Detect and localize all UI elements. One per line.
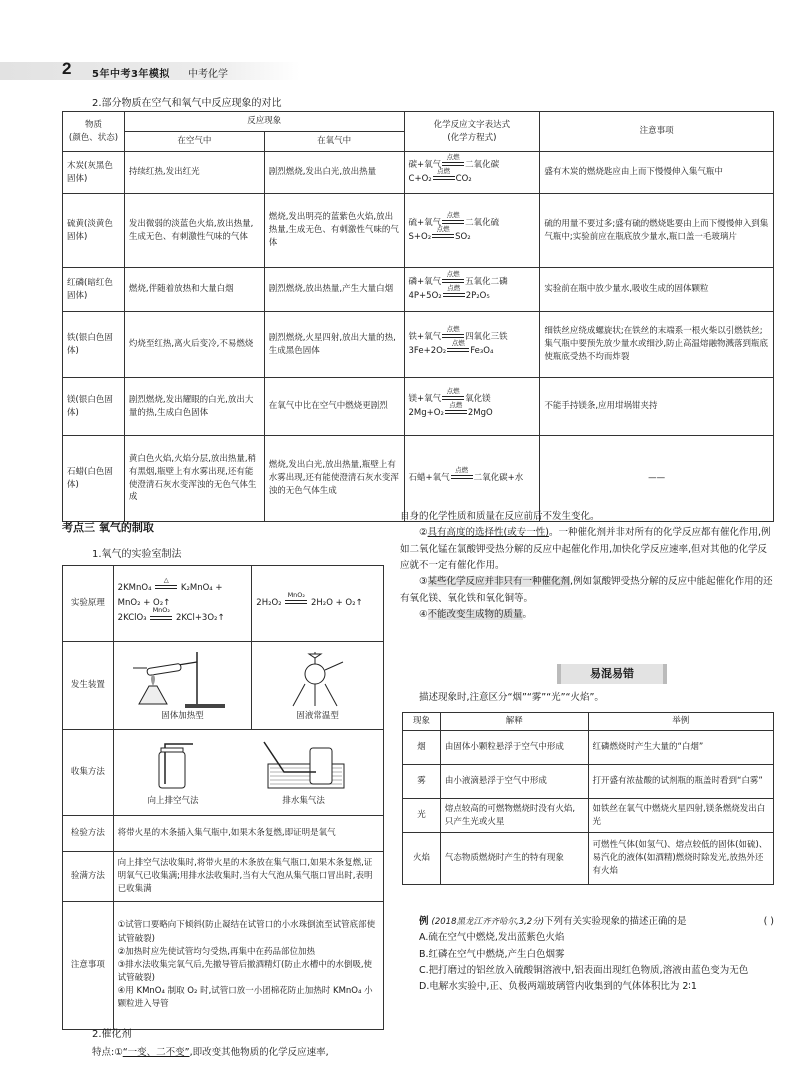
reaction-condition (155, 575, 177, 596)
option-d: D.电解水实验中,正、负极两端玻璃管内收集到的气体体积比为 2∶1 (419, 981, 697, 993)
p4-end: 。 (522, 608, 533, 620)
reaction-condition: 点燃 (442, 217, 464, 231)
notes-cell (113, 902, 383, 1030)
subject-title: 中考化学 (188, 69, 228, 80)
principle-kmno4-kclo3 (113, 566, 252, 642)
air-phenomenon: 灼烧至红热,离火后变冷,不易燃烧 (124, 312, 264, 378)
confusion-row (403, 799, 774, 833)
reaction-condition: 点燃 (442, 331, 464, 345)
example-text: 如铁丝在氧气中燃烧火星四射,镁条燃烧发出白光 (588, 799, 774, 833)
eq3-rhs: 2H₂O + O₂↑ (311, 597, 363, 608)
upward-air-collection-icon (143, 738, 203, 790)
eq3-lhs: 2H₂O₂ (256, 597, 282, 608)
feature-suffix: ,即改变其他物质的化学反应速率, (189, 1047, 329, 1058)
notes-cell: 细铁丝应绕成螺旋状;在铁丝的末端系一根火柴以引燃铁丝;集气瓶中要预先放少量水或细沙,防止高温熔融物溅落到瓶底使瓶底受热不均而炸裂 (540, 312, 774, 378)
notes-cell: —— (540, 436, 774, 522)
confusion-table (402, 712, 774, 885)
word-equation: 石蜡+氧气 点燃 二氧化碳+水 (409, 473, 524, 483)
device-liquid-caption: 固液常温型 (296, 711, 339, 722)
reaction-condition: 点燃 (447, 345, 469, 359)
th-equation: 化学反应文字表达式 (化学方程式) (404, 112, 540, 152)
oxygen-phenomenon: 剧烈燃烧,放出热量,产生大量白烟 (264, 268, 404, 312)
confusion-row (403, 731, 774, 765)
collect-cell (113, 730, 383, 816)
full-label: 验满方法 (63, 852, 114, 902)
p4-highlight: 不能改变生成物的质量 (427, 608, 523, 620)
reaction-condition: 点燃 (451, 472, 473, 486)
principle-label: 实验原理 (63, 566, 114, 642)
th-in-air: 在空气中 (124, 132, 264, 152)
note-item: ①试管口要略向下倾斜(防止凝结在试管口的小水珠倒流至试管底部使试管破裂) (117, 920, 376, 944)
option-b: B.红磷在空气中燃烧,产生白色烟雾 (419, 948, 565, 960)
page-header (0, 58, 794, 86)
answer-paren: ( ) (763, 916, 774, 927)
subsection-title: 1.氧气的实验室制法 (92, 549, 182, 560)
eq2-catalyst: MnO₂ (152, 606, 171, 615)
confusion-banner: 易混易错 (557, 664, 667, 684)
page-number: 2 (62, 59, 72, 78)
air-phenomenon: 剧烈燃烧,发出耀眼的白光,放出大量的热,生成白色固体 (124, 378, 264, 436)
th-in-oxygen: 在氧气中 (264, 132, 404, 152)
reaction-condition (150, 606, 172, 626)
feature-underlined: “一变、二不变” (122, 1047, 190, 1058)
p3-num: ③ (419, 576, 428, 588)
reaction-condition: 点燃 (442, 393, 464, 407)
test-label: 检验方法 (63, 816, 114, 852)
book-title: 5年中考3年模拟 (92, 69, 170, 80)
comparison-row (63, 312, 774, 378)
p3-rest: ,例如氯酸钾受热分解的反应中能起催化作用的还有氧化镁、氧化铁和氧化铜等。 (400, 576, 773, 604)
equation-cell (404, 152, 540, 194)
eq1-lhs: 2KMnO₄ (117, 582, 152, 593)
principle-h2o2 (252, 566, 384, 642)
air-phenomenon: 持续红热,发出红光 (124, 152, 264, 194)
reaction-condition: 点燃 (433, 173, 455, 187)
full-text: 向上排空气法收集时,将带火星的木条放在集气瓶口,如果木条复燃,证明氧气已收集满;用排水法收集时,当有大气泡从集气瓶口冒出时,表明已收集满 (113, 852, 383, 902)
phenomenon-term: 光 (403, 799, 441, 833)
phenomenon-term: 火焰 (403, 833, 441, 885)
word-equation: 镁+氧气 点燃 氧化镁 (409, 394, 491, 404)
catalyst-continued (400, 509, 774, 623)
phenomenon-term: 雾 (403, 765, 441, 799)
th-notes: 注意事项 (540, 112, 774, 152)
example-source: (2018黑龙江齐齐哈尔,3,2分) (431, 917, 545, 927)
formula-equation: C+O₂ 点燃 CO₂ (409, 174, 472, 184)
explanation: 由小液滴悬浮于空气中形成 (440, 765, 588, 799)
formula-equation: 2Mg+O₂ 点燃 2MgO (409, 408, 493, 418)
reaction-condition: 点燃 (443, 290, 465, 304)
example-text: 打开盛有浓盐酸的试剂瓶的瓶盖时看到“白雾” (588, 765, 774, 799)
word-equation: 碳+氧气 点燃 二氧化碳 (409, 160, 500, 170)
oxygen-phenomenon: 剧烈燃烧,发出白光,放出热量 (264, 152, 404, 194)
p2-num: ② (419, 527, 428, 539)
heat-symbol: △ (163, 575, 169, 584)
comparison-row (63, 378, 774, 436)
p4-num: ④ (419, 608, 428, 620)
equation-cell (404, 312, 540, 378)
example-label: 例 (419, 916, 429, 927)
comparison-row (63, 152, 774, 194)
test-row (63, 816, 384, 852)
oxygen-phenomenon: 燃烧,发出明亮的蓝紫色火焰,放出热量,生成无色、有刺激性气味的气体 (264, 194, 404, 268)
oxygen-phenomenon: 剧烈燃烧,火星四射,放出大量的热,生成黑色固体 (264, 312, 404, 378)
reaction-condition: 点燃 (445, 407, 467, 421)
word-equation: 磷+氧气 点燃 五氧化二磷 (409, 277, 508, 287)
comparison-row (63, 268, 774, 312)
example-text: 可燃性气体(如氢气)、熔点较低的固体(如硫)、易汽化的液体(如酒精)燃烧时除发光,放热外还有火焰 (588, 833, 774, 885)
collect-water-caption: 排水集气法 (282, 795, 325, 806)
confusion-row (403, 833, 774, 885)
eq2-lhs: 2KClO₃ (117, 613, 147, 624)
device-liquid-cell (252, 642, 384, 730)
note-item: ③排水法收集完氧气后,先撤导管后撤酒精灯(防止水槽中的水倒吸,使试管破裂) (117, 959, 373, 984)
eq1-rhs: K₂MnO₄ + MnO₂ + O₂↑ (117, 582, 223, 608)
confusion-intro: 描述现象时,注意区分“烟”“雾”“光”“火焰”。 (419, 692, 604, 703)
oxygen-phenomenon: 燃烧,发出白光,放出热量,瓶壁上有水雾出现,还有能使澄清石灰水变浑浊的无色气体生成 (264, 436, 404, 522)
kaodian-title: 考点三 氧气的制取 (62, 521, 154, 534)
yz-th: 解释 (440, 713, 588, 731)
cont-line: 自身的化学性质和质量在反应前后不发生变化。 (400, 511, 600, 522)
phenomenon-term: 烟 (403, 731, 441, 765)
equation-cell (404, 194, 540, 268)
point-multiple-catalysts (400, 574, 774, 607)
substance-cell: 石蜡(白色固体) (63, 436, 125, 522)
liquid-room-temp-apparatus-icon (273, 648, 363, 710)
substance-cell: 木炭(灰黑色固体) (63, 152, 125, 194)
eq2-rhs: 2KCl+3O₂↑ (176, 613, 225, 624)
example-question (400, 914, 774, 930)
th-substance: 物质 (颜色、状态) (63, 112, 125, 152)
example-text: 红磷燃烧时产生大量的“白烟” (588, 731, 774, 765)
confusion-row (403, 765, 774, 799)
comparison-table (62, 111, 774, 522)
substance-cell: 硫黄(淡黄色固体) (63, 194, 125, 268)
preparation-table (62, 565, 384, 1030)
reaction-condition: 点燃 (442, 276, 464, 290)
word-equation: 铁+氧气 点燃 四氧化三铁 (409, 332, 508, 342)
substance-cell: 铁(银白色固体) (63, 312, 125, 378)
point-selectivity (400, 525, 774, 574)
substance-cell: 镁(银白色固体) (63, 378, 125, 436)
yz-th: 现象 (403, 713, 441, 731)
device-row (63, 642, 384, 730)
example-block (400, 914, 774, 996)
oxygen-phenomenon: 在氧气中比在空气中燃烧更剧烈 (264, 378, 404, 436)
solid-heating-apparatus-icon (127, 648, 237, 710)
air-phenomenon: 燃烧,伴随着放热和大量白烟 (124, 268, 264, 312)
air-phenomenon: 黄白色火焰,火焰分层,放出热量,稍有黑烟,瓶壁上有水雾出现,还有能使澄清石灰水变浑浊的无色气体生成 (124, 436, 264, 522)
test-text: 将带火星的木条插入集气瓶中,如果木条复燃,即证明是氧气 (113, 816, 383, 852)
yz-th: 举例 (588, 713, 774, 731)
notes-cell: 盛有木炭的燃烧匙应由上而下慢慢伸入集气瓶中 (540, 152, 774, 194)
formula-equation: S+O₂ 点燃 SO₂ (409, 232, 471, 242)
substance-cell: 红磷(暗红色固体) (63, 268, 125, 312)
reaction-condition: 点燃 (442, 159, 464, 173)
th-phenomenon: 反应现象 (124, 112, 404, 132)
option-a: A.硫在空气中燃烧,发出蓝紫色火焰 (419, 932, 565, 944)
notes-cell: 不能手持镁条,应用坩埚钳夹持 (540, 378, 774, 436)
formula-equation: 3Fe+2O₂ 点燃 Fe₃O₄ (409, 346, 494, 356)
collect-row (63, 730, 384, 816)
explanation: 熔点较高的可燃物燃烧时没有火焰,只产生光或火星 (440, 799, 588, 833)
reaction-condition: 点燃 (432, 231, 454, 245)
formula-equation: 4P+5O₂ 点燃 2P₂O₅ (409, 291, 490, 301)
word-equation: 硫+氧气 点燃 二氧化硫 (409, 218, 500, 228)
p2-rest: 。一种催化剂并非对所有的化学反应都有催化作用,例如二氧化锰在氯酸钾受热分解的反应中起催化作用,加快化学反应速率,但对其他的化学反应就不一定有催化作用。 (400, 527, 771, 571)
notes-cell: 实验前在瓶中放少量水,吸收生成的固体颗粒 (540, 268, 774, 312)
p2-highlight: 具有高度的选择性(或专一性) (427, 527, 549, 539)
p3-highlight: 某些化学反应并非只有一种催化剂 (427, 576, 571, 588)
air-phenomenon: 发出微弱的淡蓝色火焰,放出热量,生成无色、有刺激性气味的气体 (124, 194, 264, 268)
explanation: 气态物质燃烧时产生的特有现象 (440, 833, 588, 885)
catalyst-title: 2.催化剂 (92, 1029, 132, 1040)
water-collection-icon (254, 738, 354, 790)
note-item: ②加热时应先使试管均匀受热,再集中在药品部位加热 (117, 946, 315, 957)
eq3-catalyst: MnO₂ (287, 590, 306, 599)
device-solid-cell (113, 642, 252, 730)
note-item: ④用 KMnO₄ 制取 O₂ 时,试管口放一小团棉花防止加热时 KMnO₄ 小颗粒进入导管 (117, 986, 373, 1010)
example-stem: 下列有关实验现象的描述正确的是 (544, 916, 687, 927)
section-title: 2.部分物质在空气和氧气中反应现象的对比 (92, 98, 282, 109)
feature-prefix: 特点:① (92, 1047, 123, 1058)
notes-label: 注意事项 (63, 902, 114, 1030)
reaction-condition (285, 590, 307, 611)
point-product-mass (400, 607, 774, 623)
option-c: C.把打磨过的铝丝放入硫酸铜溶液中,铝表面出现红色物质,溶液由蓝色变为无色 (419, 964, 749, 976)
notes-cell: 硫的用量不要过多;盛有硫的燃烧匙要由上而下慢慢伸入到集气瓶中;实验前应在瓶底放少量水,瓶口盖一毛玻璃片 (540, 194, 774, 268)
notes-row (63, 902, 384, 1030)
device-label: 发生装置 (63, 642, 114, 730)
catalyst-feature (92, 1044, 392, 1058)
equation-cell (404, 378, 540, 436)
collect-label: 收集方法 (63, 730, 114, 816)
principle-row (63, 566, 384, 642)
equation-cell (404, 268, 540, 312)
explanation: 由固体小颗粒悬浮于空气中形成 (440, 731, 588, 765)
full-row (63, 852, 384, 902)
comparison-row (63, 194, 774, 268)
collect-up-caption: 向上排空气法 (147, 795, 199, 806)
device-solid-caption: 固体加热型 (161, 711, 204, 722)
